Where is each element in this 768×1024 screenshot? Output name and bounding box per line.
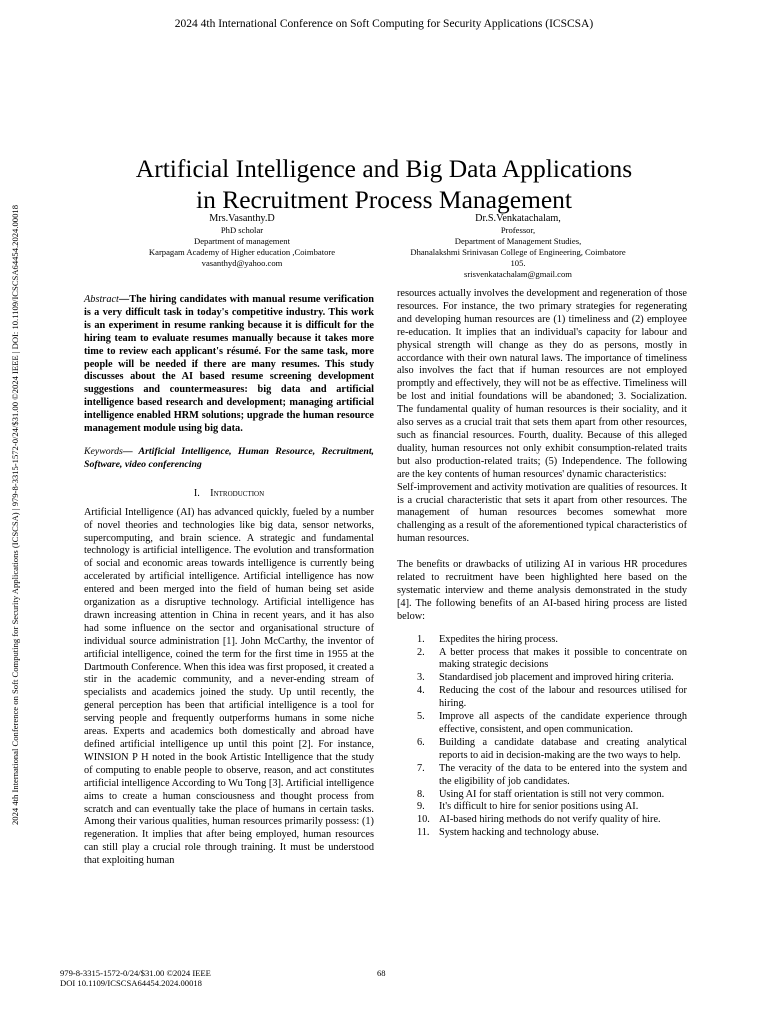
right-column: [397, 288, 687, 840]
paper-title: [60, 153, 708, 215]
list-item-text: Standardised job placement and improved hiring criteria.: [439, 672, 674, 684]
list-item: [397, 737, 687, 763]
list-item-text: Improve all aspects of the candidate experience through effective, consistent, and open communication.: [439, 711, 687, 735]
author-name: Dr.S.Venkatachalam,: [475, 213, 561, 224]
list-item: [397, 672, 687, 685]
body-paragraph: resources actually involves the development and regeneration of those resources. For instance, the two primary strategies for regenerating and developing human resources are (1) timeliness and (2) employee re-education. It implies that an individual's capacity for labour and physical strength will change as they do as persons, mostly in accordance with their own natural laws. The importance of timeliness also involves the fact that if human resources are not employed promptly and effectively, they will not be as effective. Timeliness will be lost and initial foundations will be abandoned; 3. Socialization. The fundamental quality of human resources is their sociality, and it also serves as a crucial trait that sets them apart from other resources, such as financial resources. Fourth, duality. Because of this alleged duality, human resources not only exhibit consumption-related traits but also production-related traits; (5) Independence. The following are the key contents of human resources' dynamic characteristics:: [397, 288, 687, 480]
sidebar-text: 2024 4th International Conference on Soft Computing for Security Applications (ICSCSA) | 979-8-3315-1572-0/24/$31.00 ©2024 IEEE | DOI: 10.1109/ICSCSA64454.2024.00018: [10, 205, 20, 825]
benefits-list: [397, 634, 687, 841]
list-item-text: A better process that makes it possible to concentrate on making strategic decisions: [439, 646, 687, 671]
author-block-2: [383, 213, 653, 280]
list-item-text: System hacking and technology abuse.: [439, 827, 599, 839]
list-item-text: AI-based hiring methods do not verify quality of hire.: [439, 814, 661, 826]
list-item-number: 1.: [417, 633, 425, 645]
author-affiliation-line: PhD scholar: [220, 225, 264, 235]
list-item-number: 9.: [417, 801, 425, 813]
author-affiliation-line: Department of management: [194, 236, 290, 246]
list-item-number: 8.: [417, 788, 425, 800]
footer: [60, 968, 211, 988]
list-item: [397, 827, 687, 840]
list-item: [397, 647, 687, 673]
keywords-label: Keywords: [84, 445, 123, 457]
author-name: Mrs.Vasanthy.D: [209, 213, 275, 224]
abstract-label: Abstract: [84, 294, 119, 305]
author-block-1: [112, 213, 372, 269]
footer-isbn: 979-8-3315-1572-0/24/$31.00 ©2024 IEEE: [60, 968, 211, 978]
author-affiliation-line: 105.: [510, 258, 526, 268]
list-item-text: Building a candidate database and creating analytical reports to aid in decision-making are the two ways to help.: [439, 736, 687, 761]
list-item-number: 10.: [417, 814, 430, 826]
list-item: [397, 801, 687, 814]
list-item-text: It's difficult to hire for senior positions using AI.: [439, 801, 639, 813]
list-item: [397, 814, 687, 827]
author-email: vasanthyd@yahoo.com: [201, 258, 283, 268]
title-line-2: in Recruitment Process Management: [195, 185, 573, 214]
section-heading-introduction: [84, 488, 374, 501]
list-item-number: 5.: [417, 711, 425, 723]
keywords: [84, 446, 374, 472]
footer-doi: DOI 10.1109/ICSCSA64454.2024.00018: [60, 978, 202, 988]
page-number: 68: [377, 968, 386, 978]
title-line-1: Artificial Intelligence and Big Data Applications: [135, 154, 633, 183]
list-item-number: 2.: [417, 646, 425, 658]
list-item-text: Using AI for staff orientation is still not very common.: [439, 788, 665, 800]
section-title: Introduction: [210, 487, 265, 499]
body-paragraph: Self-improvement and activity motivation are qualities of resources. It is a crucial characteristic that sets it apart from other resources. The management of human resources becomes somewhat more challenging as a result of the aforementioned typical characteristics of human resources.: [397, 481, 687, 545]
list-item-number: 6.: [417, 736, 425, 748]
list-item: [397, 634, 687, 647]
list-item-number: 11.: [417, 827, 430, 839]
list-item-number: 3.: [417, 672, 425, 684]
section-number: I.: [193, 487, 200, 499]
list-item-number: 7.: [417, 762, 425, 774]
author-affiliation-line: Department of Management Studies,: [454, 236, 582, 246]
list-item: [397, 685, 687, 711]
abstract: [84, 294, 374, 436]
introduction-paragraph: Artificial Intelligence (AI) has advanced quickly, fueled by a number of novel theories and technologies like big data, sensor networks, supercomputing, and brain science. A strategic and fundamental technology is artificial intelligence. The evolution and transformation of social and economic areas towards intelligence is currently being accelerated by artificial intelligence. Artificial intelligence has now entered and been merged into the field of human being set aside organization as a disruptive technology. Artificial intelligence has drawn increasing attention in China in recent years, and it has also had some influence on the sector and organisational structure of individual source administration [1]. John McCarthy, the inventor of artificial intelligence, coined the term for the first time in 1955 at the Dartmouth Conference. When this idea was first proposed, it created a stir in the academic community, and a never-ending stream of specialists and academics joined the study. Up until recently, the general perception has been that artificial intelligence is a tool for serving people and frequently outperforms humans in some niche areas. Experts and academics both domestically and abroad have defined artificial intelligence up until this point [2]. For instance, WINSION P H noted in the book Artistic Intelligence that the study of computing to enable people to observe, reason, and act constitutes artificial intelligence According to Wu Tong [3]. Artificial intelligence aims to create a human consciousness and thought process from scratch and can eventually take the place of humans in certain tasks. Among their various qualities, human resources primarily possess: (1) regeneration. It implies that after being employed, human resources can still play a crucial role through training. It must be understood that exploiting human: [84, 506, 374, 867]
list-item: [397, 763, 687, 789]
list-item-text: Reducing the cost of the labour and resources utilised for hiring.: [439, 685, 687, 710]
doi-sidebar: [6, 165, 24, 865]
author-affiliation-line: Professor,: [500, 225, 536, 235]
list-item: [397, 711, 687, 737]
author-email: srisvenkatachalam@gmail.com: [464, 269, 572, 279]
list-item-text: The veracity of the data to be entered into the system and the eligibility of job candidates.: [439, 762, 687, 787]
keywords-text: — Artificial Intelligence, Human Resource, Recruitment, Software, video conferencing: [84, 445, 374, 470]
left-column: [84, 294, 374, 868]
conference-header: 2024 4th International Conference on Soft Computing for Security Applications (ICSCSA): [174, 18, 594, 30]
list-item-text: Expedites the hiring process.: [439, 633, 558, 645]
list-item: [397, 789, 687, 802]
body-paragraph: The benefits or drawbacks of utilizing AI in various HR procedures related to recruitment have been highlighted here based on the systematic interview and theme analysis demonstrated in the study [4]. The following benefits of an AI-based hiring process are listed below:: [397, 559, 687, 622]
author-affiliation-line: Karpagam Academy of Higher education ,Coimbatore: [148, 247, 336, 257]
list-item-number: 4.: [417, 685, 425, 697]
abstract-text: —The hiring candidates with manual resume verification is a very difficult task in today's competitive industry. This work is an experiment in resume ranking because it is difficult for the hiring team to evaluate resumes manually because it takes more time to review each applicant's résumé. For the same task, more people will be needed if there are many resumes. This study discusses about the AI based resume screening development suggestions and countermeasures: big data and artificial intelligence based research and development; managing artificial intelligence enabled HRM solutions; upgrade the human resource management module using big data.: [84, 294, 374, 435]
author-affiliation-line: Dhanalakshmi Srinivasan College of Engineering, Coimbatore: [410, 247, 626, 257]
